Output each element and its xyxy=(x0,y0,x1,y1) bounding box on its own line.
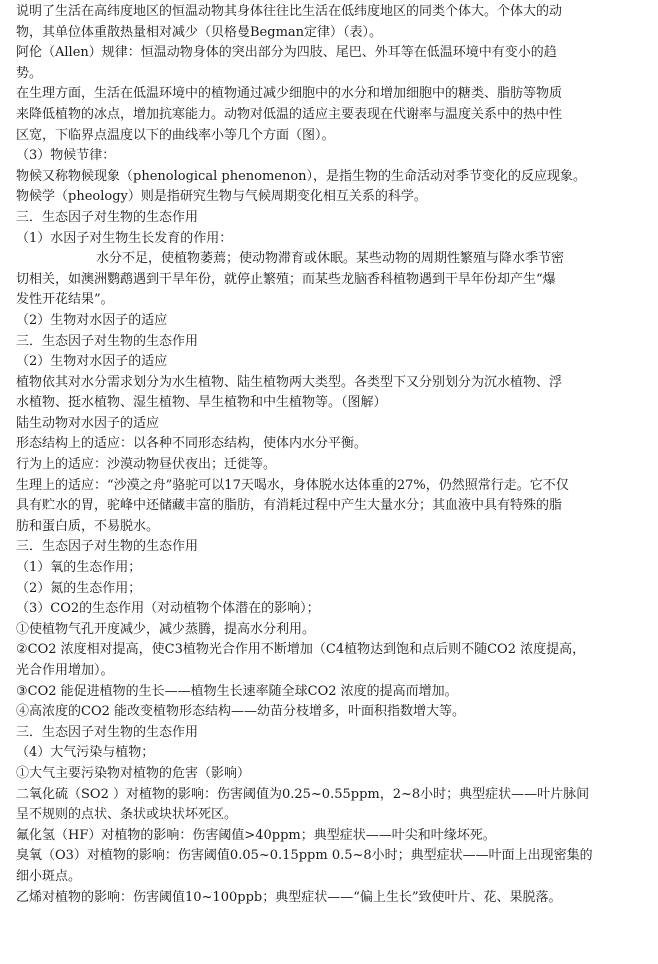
text-line: 三．生态因子对生物的生态作用 xyxy=(16,209,199,225)
text-line: 二氧化硫（SO2 ）对植物的影响：伤害阈值为0.25~0.55ppm，2~8小时；典型症状——叶片脉间 xyxy=(16,786,590,802)
text-line: （2）氮的生态作用； xyxy=(16,580,142,596)
text-line: 氟化氢（HF）对植物的影响：伤害阈值>40ppm；典型症状——叶尖和叶缘坏死。 xyxy=(16,827,496,843)
text-line: （1）氧的生态作用； xyxy=(16,560,142,576)
text-line: ①大气主要污染物对植物的危害（影响） xyxy=(16,765,251,781)
text-line: 物候又称物候现象（phenological phenomenon），是指生物的生命活动对季节变化的反应现象。 xyxy=(16,168,587,184)
text-line: 三．生态因子对生物的生态作用 xyxy=(16,333,199,349)
text-line: （1）水因子对生物生长发育的作用： xyxy=(16,230,233,246)
text-line: 生理上的适应：“沙漠之舟”骆驼可以17天喝水，身体脱水达体重的27%，仍然照常行走。它不仅 xyxy=(16,477,569,493)
text-line: 具有贮水的胃，驼峰中还储藏丰富的脂肪，有消耗过程中产生大量水分；其血液中具有特殊的脂 xyxy=(16,498,563,514)
text-line: 三．生态因子对生物的生态作用 xyxy=(16,539,199,555)
text-line: ③CO2 能促进植物的生长——植物生长速率随全球CO2 浓度的提高而增加。 xyxy=(16,683,458,699)
text-line: 水分不足，使植物萎蔫；使动物滞育或休眠。某些动物的周期性繁殖与降水季节密 xyxy=(96,251,565,267)
text-line: （2）生物对水因子的适应 xyxy=(16,354,168,370)
text-line: 陆生动物对水因子的适应 xyxy=(16,415,160,431)
text-line: 三．生态因子对生物的生态作用 xyxy=(16,724,199,740)
text-line: （3）物候节律： xyxy=(16,148,116,164)
text-line: 切相关，如澳洲鹦鹉遇到干旱年份，就停止繁殖；而某些龙脑香科植物遇到干旱年份却产生“爆 xyxy=(16,271,556,287)
text-line: 在生理方面，生活在低温环境中的植物通过减少细胞中的水分和增加细胞中的糖类、脂肪等物质 xyxy=(16,86,563,102)
text-line: 说明了生活在高纬度地区的恒温动物其身体往往比生活在低纬度地区的同类个体大。个体大的动 xyxy=(16,4,563,19)
document-body xyxy=(16,2,646,908)
text-line: 乙烯对植物的影响：伤害阈值10~100ppb；典型症状——“偏上生长”致使叶片、花、果脱落。 xyxy=(16,889,562,905)
text-line: 植物依其对水分需求划分为水生植物、陆生植物两大类型。各类型下又分别划分为沉水植物、浮 xyxy=(16,374,563,390)
text-line: ①使植物气孔开度减少，减少蒸腾，提高水分利用。 xyxy=(16,621,316,637)
text-line: 细小斑点。 xyxy=(16,868,82,884)
text-line: 呈不规则的点状、条状或块状坏死区。 xyxy=(16,807,238,823)
text-line: 来降低植物的冰点，增加抗寒能力。动物对低温的适应主要表现在代谢率与温度关系中的热中性 xyxy=(16,106,563,122)
text-line: 肪和蛋白质，不易脱水。 xyxy=(16,518,160,534)
text-line: 臭氧（O3）对植物的影响：伤害阈值0.05~0.15ppm 0.5~8小时；典型症状——叶面上出现密集的 xyxy=(16,848,593,864)
text-line: 物候学（pheology）则是指研究生物与气候周期变化相互关系的科学。 xyxy=(16,189,427,205)
text-line: 物，其单位体重散热量相对减少（贝格曼Begman定律）（表）。 xyxy=(16,24,383,40)
text-line: 势。 xyxy=(16,65,43,81)
text-line: 阿伦（Allen）规律：恒温动物身体的突出部分为四肢、尾巴、外耳等在低温环境中有变小的趋 xyxy=(16,45,557,61)
text-line: 发性开花结果”。 xyxy=(16,292,114,308)
text-line: 光合作用增加）。 xyxy=(16,663,114,678)
text-line: 区宽，下临界点温度以下的曲线率小等几个方面（图）。 xyxy=(16,127,335,143)
text-line: （2）生物对水因子的适应 xyxy=(16,312,168,328)
text-line: （4）大气污染与植物； xyxy=(16,745,155,761)
text-line: 水植物、挺水植物、湿生植物、旱生植物和中生植物等。（图解） xyxy=(16,395,387,411)
text-line: ④高浓度的CO2 能改变植物形态结构——幼苗分枝增多，叶面积指数增大等。 xyxy=(16,704,466,720)
text-line: ②CO2 浓度相对提高，使C3植物光合作用不断增加（C4植物达到饱和点后则不随CO2 浓度提高， xyxy=(16,642,586,658)
text-line: （3）CO2的生态作用（对动植物个体潜在的影响）； xyxy=(16,601,320,617)
text-line: 行为上的适应：沙漠动物昼伏夜出；迁徙等。 xyxy=(16,457,277,473)
text-line: 形态结构上的适应：以各种不同形态结构，使体内水分平衡。 xyxy=(16,436,368,452)
